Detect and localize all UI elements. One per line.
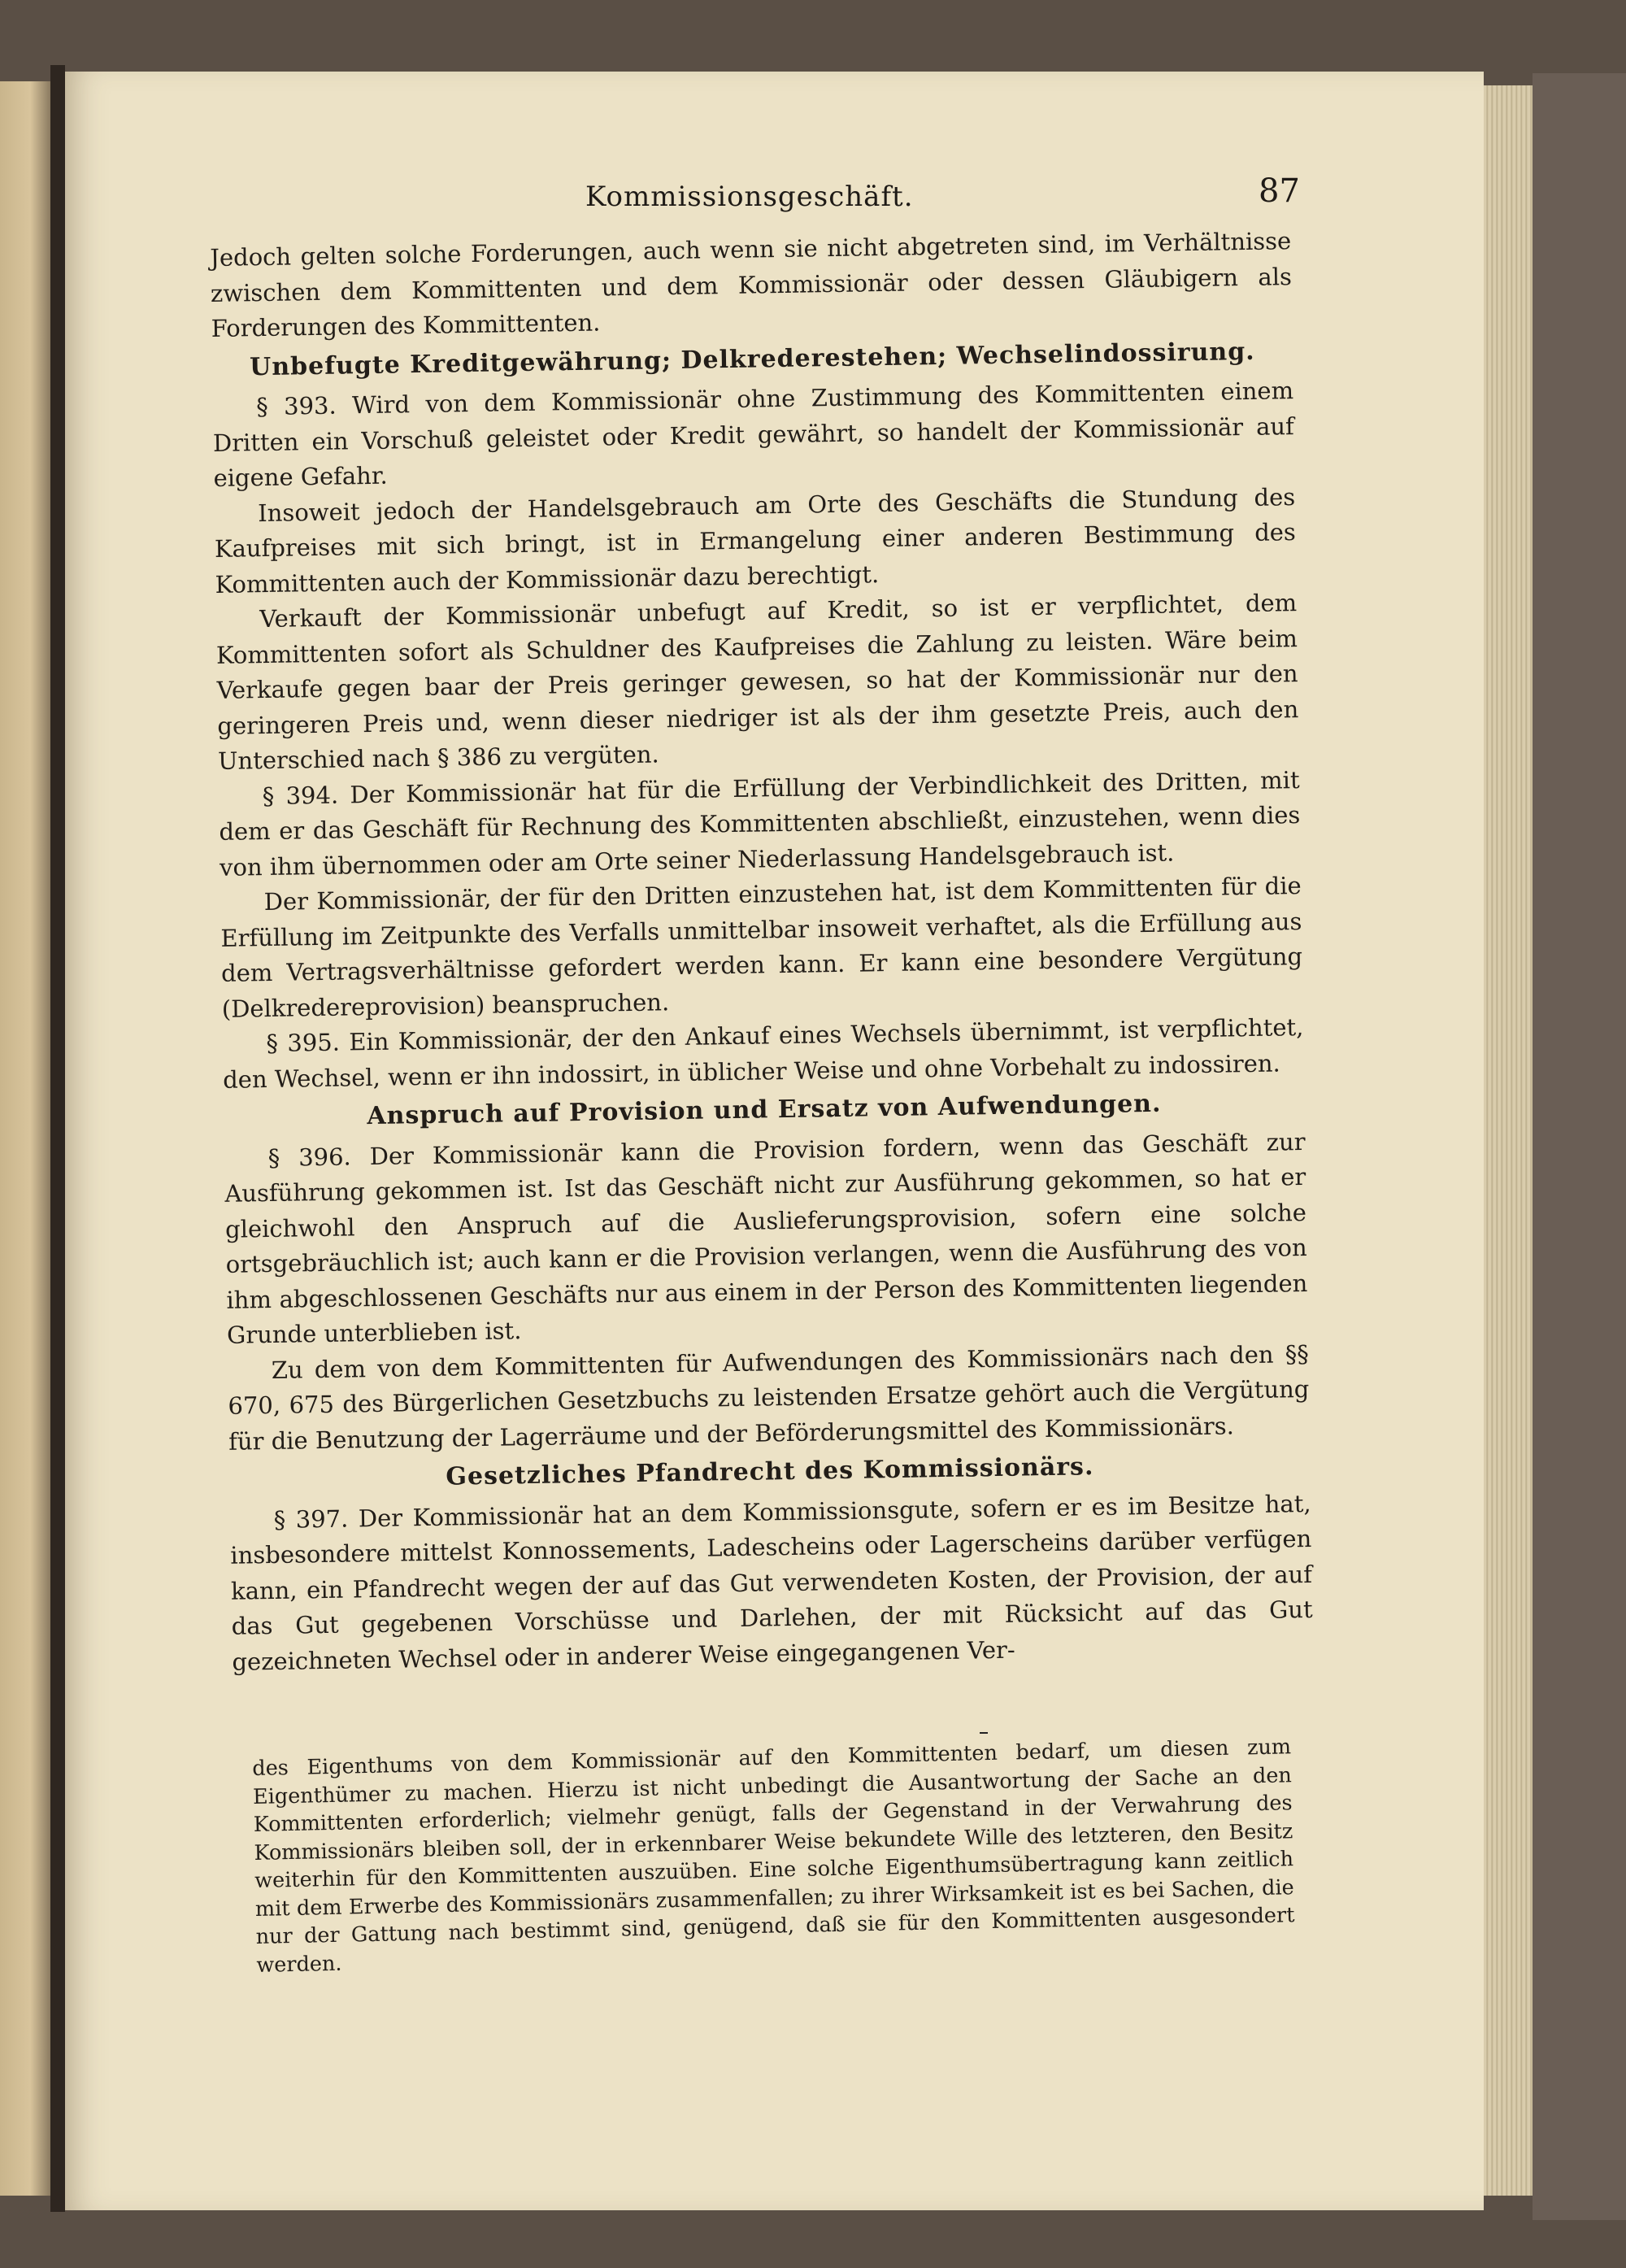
footnote-block xyxy=(252,1733,1295,1979)
section-heading: Unbefugte Kreditgewährung; Delkrederestehen; Wechselindossirung. xyxy=(249,337,1255,381)
page-stack-edge xyxy=(1484,85,1533,2196)
paragraph: Zu dem von dem Kommittenten für Aufwendungen des Kommissionärs nach den §§ 670, 675 des Bürgerlichen Gesetzbuchs zu leistenden Ersatze gehört auch die Vergütung für die Benutzung der Lagerräume und der Beförderungsmittel des Kommissionärs. xyxy=(228,1339,1310,1456)
section-heading: Gesetzliches Pfandrecht des Kommissionärs. xyxy=(446,1452,1094,1491)
paragraph: § 394. Der Kommissionär hat für die Erfüllung der Verbindlichkeit des Dritten, mit dem er das Geschäft für Rechnung des Kommittenten abschließt, einzustehen, wenn dies von ihm übernommen oder am Orte seiner Niederlassung Handelsgebrauch ist. xyxy=(219,765,1301,882)
paragraph: § 393. Wird von dem Kommissionär ohne Zustimmung des Kommittenten einem Dritten ein Vorschuß geleistet oder Kredit gewährt, so handelt der Kommissionär auf eigene Gefahr. xyxy=(212,377,1295,492)
footnote-separator xyxy=(980,1732,988,1734)
paragraph: § 396. Der Kommissionär kann die Provision fordern, wenn das Geschäft zur Ausführung gekommen ist. Ist das Geschäft nicht zur Ausführung gekommen, so hat er gleichwohl den Anspruch auf die Auslieferungsprovision, sofern eine solche ortsgebräuchlich ist; auch kann er die Provision verlangen, wenn die Ausführung des von ihm abgeschlossenen Geschäfts nur aus einem in der Person des Kommittenten liegenden Grunde unterblieben ist. xyxy=(224,1127,1308,1349)
paragraph: § 397. Der Kommissionär hat an dem Kommissionsgute, sofern er es im Besitze hat, insbesondere mittelst Konnossements, Ladescheins oder Lagerscheins darüber verfügen kann, ein Pfandrecht wegen der auf das Gut verwendeten Kosten, der Provision, der auf das Gut gegebenen Vorschüsse und Darlehen, der mit Rücksicht auf das Gut gezeichneten Wechsel oder in anderer Weise eingegangenen Ver- xyxy=(230,1489,1313,1676)
paragraph: Insoweit jedoch der Handelsgebrauch am Orte des Geschäfts die Stundung des Kaufpreises mit sich bringt, ist in Ermangelung einer anderen Bestimmung des Kommittenten auch der Kommissionär dazu berechtigt. xyxy=(214,482,1297,599)
main-text-block xyxy=(210,224,1314,1680)
facing-page-edge xyxy=(0,81,50,2196)
book-gutter xyxy=(50,65,65,2212)
section-heading: Anspruch auf Provision und Ersatz von Aufwendungen. xyxy=(367,1089,1162,1131)
running-title: Kommissionsgeschäft. xyxy=(585,181,914,213)
paragraph: Der Kommissionär, der für den Dritten einzustehen hat, ist dem Kommittenten für die Erfüllung im Zeitpunkte des Verfalls unmittelbar insoweit verhaftet, als die Erfüllung aus dem Vertragsverhältnisse gefordert werden kann. Er kann eine besondere Vergütung (Delkredereprovision) beanspruchen. xyxy=(220,872,1303,1023)
paragraph: Jedoch gelten solche Forderungen, auch wenn sie nicht abgetreten sind, im Verhältnisse zwischen dem Kommittenten und dem Kommissionär oder dessen Gläubigern als Forderungen des Kommittenten. xyxy=(210,227,1293,342)
paragraph: Verkauft der Kommissionär unbefugt auf Kredit, so ist er verpflichtet, dem Kommittenten sofort als Schuldner des Kaufpreises die Zahlung zu leisten. Wäre beim Verkaufe gegen baar der Preis geringer gewesen, so hat der Kommissionär nur den geringeren Preis und, wenn dieser niedriger ist als der ihm gesetzte Preis, auch den Unterschied nach § 386 zu vergüten. xyxy=(215,589,1299,775)
book-cover-edge xyxy=(1533,73,1626,2220)
paragraph: § 395. Ein Kommissionär, der den Ankauf eines Wechsels übernimmt, ist verpflichtet, den Wechsel, wenn er ihn indossirt, in üblicher Weise und ohne Vorbehalt zu indossiren. xyxy=(222,1012,1304,1094)
footnote-text: des Eigenthums von dem Kommissionär auf den Kommittenten bedarf, um diesen zum Eigenthümer zu machen. Hierzu ist nicht unbedingt die Ausantwortung der Sache an den Kommittenten erforderlich; vielmehr genügt, falls der Gegenstand in der Verwahrung des Kommissionärs bleiben soll, der in erkennbarer Weise bekundete Wille des letzteren, den Besitz weiterhin für den Kommittenten auszuüben. Eine solche Eigenthumsübertragung kann zeitlich mit dem Erwerbe des Kommissionärs zusammenfallen; zu ihrer Wirksamkeit ist es bei Sachen, die nur der Gattung nach bestimmt sind, genügend, daß sie für den Kommittenten ausgesondert werden. xyxy=(252,1735,1295,1978)
page-number: 87 xyxy=(1259,172,1300,210)
